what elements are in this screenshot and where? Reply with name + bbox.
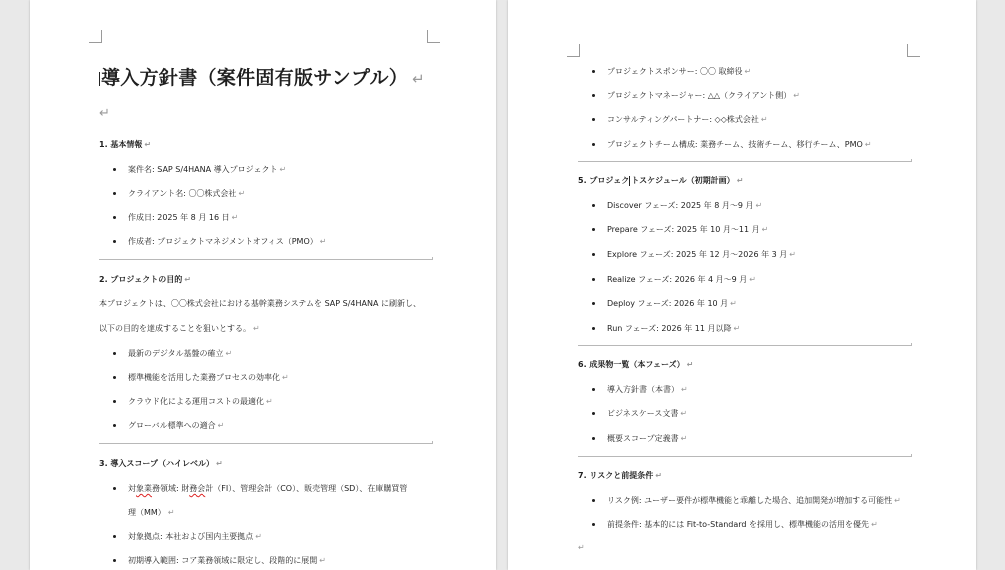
list-item[interactable]: 初期導入範囲: コア業務領域に限定し、段階的に展開 ↵ [128,556,326,565]
section-heading-2[interactable]: 2. プロジェクトの目的 ↵ [99,275,191,284]
list-item[interactable]: コンサルティングパートナー: ◇◇株式会社 ↵ [607,115,768,124]
list-item[interactable]: クライアント名: 〇〇株式会社 ↵ [128,189,246,198]
list-item[interactable]: 前提条件: 基本的には Fit-to-Standard を採用し、標準機能の活用を優先 ↵ [607,520,878,529]
margin-corner-top-left [89,30,102,43]
list-item[interactable]: 導入方針書（本書） ↵ [607,385,688,394]
horizontal-rule [578,161,911,162]
document-page-left[interactable] [30,0,496,570]
horizontal-rule [99,259,432,260]
section-heading-3[interactable]: 3. 導入スコープ（ハイレベル） ↵ [99,459,223,468]
list-item[interactable]: 対象拠点: 本社および国内主要拠点 ↵ [128,532,262,541]
list-item[interactable]: 案件名: SAP S/4HANA 導入プロジェクト ↵ [128,165,287,174]
text-cursor [99,72,100,86]
horizontal-rule [578,345,911,346]
margin-corner-top-right [427,30,440,43]
list-item[interactable]: Realize フェーズ: 2026 年 4 月～9 月 ↵ [607,275,756,284]
empty-paragraph-mark: ↵ [99,106,110,121]
list-item[interactable]: Run フェーズ: 2026 年 11 月以降 ↵ [607,324,741,333]
margin-corner-top-left [567,44,580,57]
body-paragraph[interactable]: 本プロジェクトは、〇〇株式会社における基幹業務システムを SAP S/4HANA に刷新し、 [99,299,421,308]
list-item[interactable]: Explore フェーズ: 2025 年 12 月～2026 年 3 月 ↵ [607,250,796,259]
list-item[interactable]: 作成者: プロジェクトマネジメントオフィス（PMO） ↵ [128,237,327,246]
list-item[interactable]: クラウド化による運用コストの最適化 ↵ [128,397,273,406]
list-item[interactable]: プロジェクトマネージャー: △△（クライアント側） ↵ [607,91,800,100]
list-item[interactable]: 概要スコープ定義書 ↵ [607,434,688,443]
margin-corner-top-right [907,44,920,57]
list-item[interactable]: プロジェクトチーム構成: 業務チーム、技術チーム、移行チーム、PMO ↵ [607,140,872,149]
list-item[interactable]: リスク例: ユーザー要件が標準機能と乖離した場合、追加開発が増加する可能性 ↵ [607,496,901,505]
list-item-continuation[interactable]: 理（MM） ↵ [128,508,175,517]
list-item[interactable]: グローバル標準への適合 ↵ [128,421,225,430]
list-item[interactable]: Discover フェーズ: 2025 年 8 月～9 月 ↵ [607,201,763,210]
section-heading-1[interactable]: 1. 基本情報 ↵ [99,140,152,149]
list-item[interactable]: Prepare フェーズ: 2025 年 10 月～11 月 ↵ [607,225,769,234]
horizontal-rule [99,443,432,444]
body-paragraph-cont[interactable]: 以下の目的を達成することを狙いとする。 ↵ [99,324,260,333]
section-heading-5[interactable]: 5. プロジェク トスケジュール（初期計画） ↵ [578,176,744,185]
empty-paragraph-mark: ↵ [578,543,585,552]
horizontal-rule [578,456,911,457]
document-page-right[interactable] [508,0,976,570]
list-item[interactable]: 対象業務領域: 財務会計（FI）、管理会計（CO）、販売管理（SD）、在庫購買管 [128,484,408,493]
section-heading-7[interactable]: 7. リスクと前提条件 ↵ [578,471,662,480]
list-item[interactable]: Deploy フェーズ: 2026 年 10 月 ↵ [607,299,737,308]
document-title[interactable]: 導入方針書（案件固有版サンプル） ↵ [101,67,425,89]
list-item[interactable]: ビジネスケース文書 ↵ [607,409,688,418]
section-heading-6[interactable]: 6. 成果物一覧（本フェーズ） ↵ [578,360,694,369]
list-item[interactable]: プロジェクトスポンサー: 〇〇 取締役 ↵ [607,67,752,76]
list-item[interactable]: 標準機能を活用した業務プロセスの効率化 ↵ [128,373,289,382]
list-item[interactable]: 最新のデジタル基盤の確立 ↵ [128,349,233,358]
list-item[interactable]: 作成日: 2025 年 8 月 16 日 ↵ [128,213,239,222]
